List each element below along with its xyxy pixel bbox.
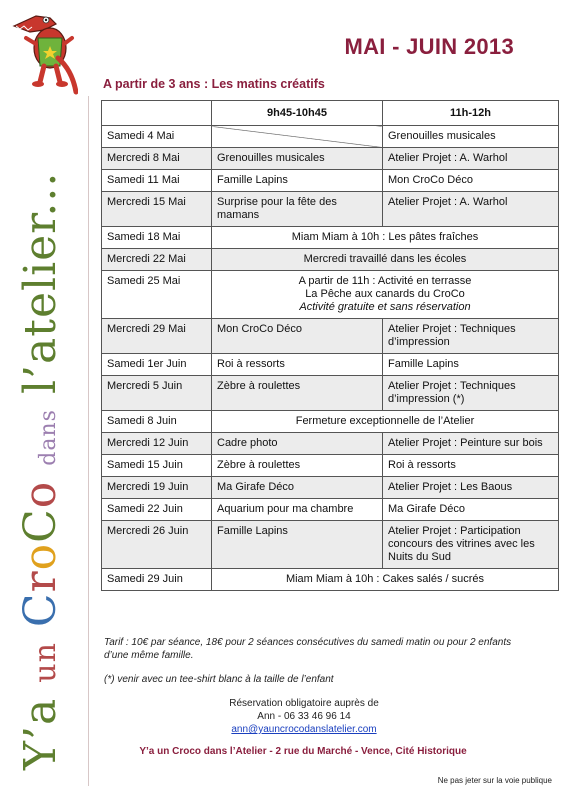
slot2-cell: Atelier Projet : A. Warhol bbox=[383, 148, 559, 170]
table-row bbox=[102, 319, 559, 354]
slot2-cell: Atelier Projet : Participation concours des vitrines avec les Nuits du Sud bbox=[383, 521, 559, 569]
day-cell: Mercredi 26 Juin bbox=[102, 521, 212, 569]
contact-phone: Ann - 06 33 46 96 14 bbox=[257, 711, 351, 722]
merged-activity-cell: Mercredi travaillé dans les écoles bbox=[212, 249, 559, 271]
slot2-cell: Atelier Projet : Les Baous bbox=[383, 477, 559, 499]
day-cell: Mercredi 12 Juin bbox=[102, 433, 212, 455]
slot1-cell: Surprise pour la fête des mamans bbox=[212, 192, 383, 227]
empty-slot-cell bbox=[212, 126, 383, 148]
table-row bbox=[102, 499, 559, 521]
table-row bbox=[102, 192, 559, 227]
day-cell: Mercredi 5 Juin bbox=[102, 376, 212, 411]
disposal-notice: Ne pas jeter sur la voie publique bbox=[437, 776, 552, 785]
day-cell: Samedi 18 Mai bbox=[102, 227, 212, 249]
day-cell: Samedi 11 Mai bbox=[102, 170, 212, 192]
activity-line: A partir de 11h : Activité en terrasse bbox=[298, 275, 472, 287]
slot1-cell: Zèbre à roulettes bbox=[212, 376, 383, 411]
table-row bbox=[102, 126, 559, 148]
vertical-brand-logo bbox=[2, 130, 82, 770]
logo-letter: o bbox=[15, 542, 66, 571]
pricing-note: Tarif : 10€ par séance, 18€ pour 2 séances consécutives du samedi matin ou pour 2 enfants d’une même famille. bbox=[104, 637, 512, 661]
table-header-row bbox=[102, 101, 559, 126]
reservation-block bbox=[190, 697, 418, 736]
reservation-line: Réservation obligatoire auprès de bbox=[229, 698, 379, 709]
table-row bbox=[102, 433, 559, 455]
table-row bbox=[102, 249, 559, 271]
merged-activity-cell: Fermeture exceptionnelle de l’Atelier bbox=[212, 411, 559, 433]
slot2-cell: Atelier Projet : Peinture sur bois bbox=[383, 433, 559, 455]
merged-activity-cell: Miam Miam à 10h : Cakes salés / sucrés bbox=[212, 569, 559, 591]
table-row bbox=[102, 521, 559, 569]
day-cell: Samedi 29 Juin bbox=[102, 569, 212, 591]
croco-mascot-illustration bbox=[6, 8, 78, 98]
slot1-cell: Zèbre à roulettes bbox=[212, 455, 383, 477]
slot1-cell: Mon CroCo Déco bbox=[212, 319, 383, 354]
logo-word-atelier: l’atelier bbox=[15, 216, 66, 395]
activity-line: La Pêche aux canards du CroCo bbox=[305, 288, 465, 300]
logo-letter: o bbox=[15, 480, 66, 509]
tshirt-note: (*) venir avec un tee-shirt blanc à la taille de l’enfant bbox=[104, 674, 334, 685]
slot2-cell: Grenouilles musicales bbox=[383, 126, 559, 148]
logo-letter: C bbox=[15, 508, 66, 543]
table-row bbox=[102, 170, 559, 192]
logo-letter: r bbox=[15, 570, 66, 593]
header-cell-day bbox=[102, 101, 212, 126]
logo-word-ya: Y’a bbox=[15, 697, 66, 770]
day-cell: Mercredi 22 Mai bbox=[102, 249, 212, 271]
activity-note: Activité gratuite et sans réservation bbox=[299, 301, 471, 313]
table-row bbox=[102, 411, 559, 433]
table-row bbox=[102, 271, 559, 319]
page-title: MAI - JUIN 2013 bbox=[344, 34, 514, 59]
contact-email-link[interactable]: ann@yauncrocodanslatelier.com bbox=[231, 724, 377, 735]
section-subtitle: A partir de 3 ans : Les matins créatifs bbox=[103, 77, 325, 91]
slot2-cell: Atelier Projet : Techniques d’impression bbox=[383, 319, 559, 354]
day-cell: Mercredi 19 Juin bbox=[102, 477, 212, 499]
logo-word-un: un bbox=[28, 642, 63, 683]
slot2-cell: Famille Lapins bbox=[383, 354, 559, 376]
day-cell: Samedi 15 Juin bbox=[102, 455, 212, 477]
slot1-cell: Famille Lapins bbox=[212, 521, 383, 569]
logo-letter: C bbox=[15, 592, 66, 628]
slot2-cell: Atelier Projet : Techniques d’impression (*) bbox=[383, 376, 559, 411]
table-row bbox=[102, 354, 559, 376]
day-cell: Mercredi 8 Mai bbox=[102, 148, 212, 170]
slot1-cell: Grenouilles musicales bbox=[212, 148, 383, 170]
vertical-brand-logo-text bbox=[6, 130, 76, 770]
schedule-table bbox=[101, 100, 559, 591]
merged-activity-cell: Miam Miam à 10h : Les pâtes fraîches bbox=[212, 227, 559, 249]
day-cell: Samedi 25 Mai bbox=[102, 271, 212, 319]
slot2-cell: Ma Girafe Déco bbox=[383, 499, 559, 521]
day-cell: Samedi 4 Mai bbox=[102, 126, 212, 148]
table-row bbox=[102, 148, 559, 170]
table-row bbox=[102, 569, 559, 591]
slot1-cell: Roi à ressorts bbox=[212, 354, 383, 376]
table-row bbox=[102, 376, 559, 411]
slot2-cell: Roi à ressorts bbox=[383, 455, 559, 477]
day-cell: Samedi 1er Juin bbox=[102, 354, 212, 376]
merged-activity-cell bbox=[212, 271, 559, 319]
table-row bbox=[102, 455, 559, 477]
header-cell-slot2: 11h-12h bbox=[383, 101, 559, 126]
slot1-cell: Cadre photo bbox=[212, 433, 383, 455]
slot1-cell: Aquarium pour ma chambre bbox=[212, 499, 383, 521]
day-cell: Samedi 22 Juin bbox=[102, 499, 212, 521]
slot1-cell: Famille Lapins bbox=[212, 170, 383, 192]
day-cell: Samedi 8 Juin bbox=[102, 411, 212, 433]
table-row bbox=[102, 227, 559, 249]
address-line: Y’a un Croco dans l’Atelier - 2 rue du Marché - Vence, Cité Historique bbox=[139, 746, 467, 757]
slot2-cell: Mon CroCo Déco bbox=[383, 170, 559, 192]
day-cell: Mercredi 15 Mai bbox=[102, 192, 212, 227]
logo-word-dans: dans bbox=[36, 409, 61, 466]
slot2-cell: Atelier Projet : A. Warhol bbox=[383, 192, 559, 227]
slot1-cell: Ma Girafe Déco bbox=[212, 477, 383, 499]
day-cell: Mercredi 29 Mai bbox=[102, 319, 212, 354]
vertical-divider bbox=[88, 96, 89, 786]
header-cell-slot1: 9h45-10h45 bbox=[212, 101, 383, 126]
table-row bbox=[102, 477, 559, 499]
logo-dots: ... bbox=[15, 171, 66, 217]
